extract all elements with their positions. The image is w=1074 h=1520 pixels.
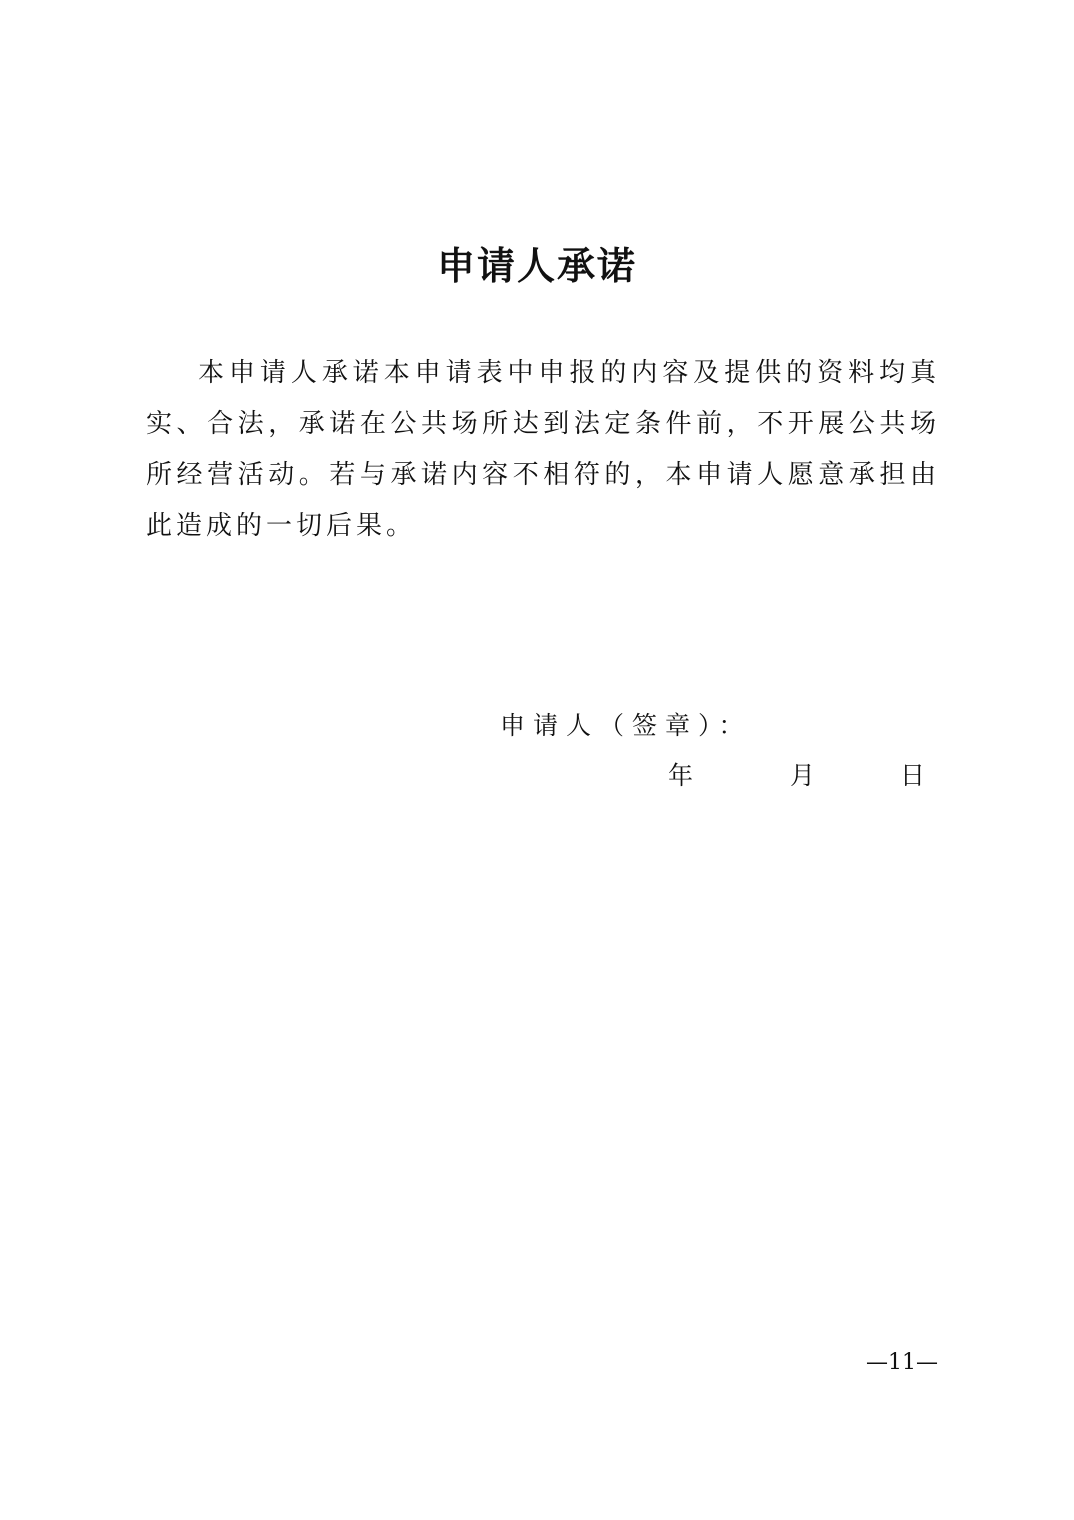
page-number: —11— [866,1350,938,1375]
commitment-paragraph: 本申请人承诺本申请表中申报的内容及提供的资料均真实、合法，承诺在公共场所达到法定条件前，不开展公共场所经营活动。若与承诺内容不相符的，本申请人愿意承担由此造成的一切后果。 [146,358,940,541]
date-day-label: 日 [900,761,926,790]
date-month-label: 月 [790,761,816,790]
signature-label: 申请人（签章）： [500,711,752,740]
date-year-label: 年 [668,761,694,790]
document-title: 申请人承诺 [436,243,637,288]
